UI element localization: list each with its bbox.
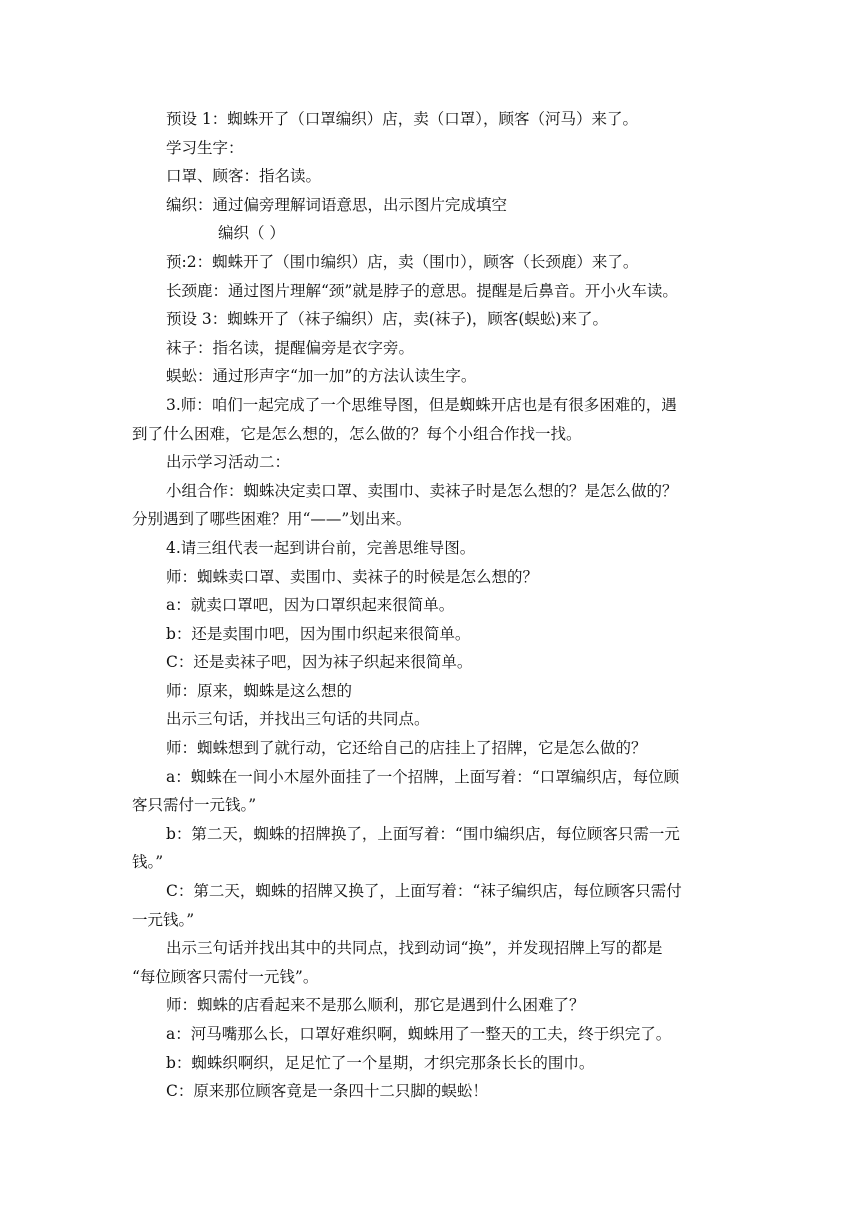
paragraph-line: 3.师：咱们一起完成了一个思维导图，但是蜘蛛开店也是有很多困难的，遇 bbox=[166, 395, 677, 414]
paragraph-line: a：蜘蛛在一间小木屋外面挂了一个招牌，上面写着：“口罩编织店，每位顾 bbox=[166, 767, 680, 786]
paragraph-line: 口罩、顾客：指名读。 bbox=[166, 167, 322, 186]
paragraph-line: 客只需付一元钱。” bbox=[132, 796, 257, 815]
paragraph-line: C：第二天，蜘蛛的招牌又换了，上面写着：“袜子编织店，每位顾客只需付 bbox=[166, 882, 682, 901]
paragraph-line: 4.请三组代表一起到讲台前，完善思维导图。 bbox=[166, 538, 476, 557]
paragraph-line: a：河马嘴那么长，口罩好难织啊，蜘蛛用了一整天的工夫，终于织完了。 bbox=[166, 1025, 672, 1043]
paragraph-line: 编织（ ） bbox=[218, 224, 285, 243]
paragraph-line: 蜈蚣：通过形声字“加一加”的方法认读生字。 bbox=[166, 367, 477, 386]
paragraph-line: 编织：通过偏旁理解词语意思，出示图片完成填空 bbox=[166, 195, 508, 214]
paragraph-line: 出示三句话并找出其中的共同点，找到动词“换”，并发现招牌上写的都是 bbox=[166, 939, 663, 958]
paragraph-line: 师：蜘蛛卖口罩、卖围巾、卖袜子的时候是怎么想的？ bbox=[166, 567, 539, 586]
paragraph-line: a：就卖口罩吧，因为口罩织起来很简单。 bbox=[166, 596, 455, 615]
paragraph-line: 袜子：指名读，提醒偏旁是衣字旁。 bbox=[166, 338, 415, 357]
paragraph-line: 学习生字： bbox=[166, 138, 244, 157]
paragraph-line: 师：原来，蜘蛛是这么想的 bbox=[166, 681, 353, 700]
lesson-plan-text bbox=[132, 105, 736, 1106]
paragraph-line: 师：蜘蛛的店看起来不是那么顺利，那它是遇到什么困难了？ bbox=[166, 996, 585, 1015]
paragraph-line: 预设 3：蜘蛛开了（袜子编织）店，卖(袜子)，顾客(蜈蚣)来了。 bbox=[166, 310, 608, 329]
paragraph-line: 预设 1：蜘蛛开了（口罩编织）店，卖（口罩），顾客（河马）来了。 bbox=[166, 110, 639, 128]
paragraph-line: 分别遇到了哪些困难？用“——”划出来。 bbox=[132, 510, 412, 529]
paragraph-line: 预:2：蜘蛛开了（围巾编织）店，卖（围巾），顾客（长颈鹿）来了。 bbox=[166, 252, 639, 271]
paragraph-line: b：蜘蛛织啊织，足足忙了一个星期，才织完那条长长的围巾。 bbox=[166, 1053, 595, 1072]
paragraph-line: 钱。” bbox=[132, 853, 164, 872]
paragraph-line: 出示三句话，并找出三句话的共同点。 bbox=[166, 710, 430, 729]
paragraph-line: 长颈鹿：通过图片理解“颈”就是脖子的意思。提醒是后鼻音。开小火车读。 bbox=[166, 281, 678, 300]
paragraph-line: 到了什么困难，它是怎么想的，怎么做的？每个小组合作找一找。 bbox=[132, 424, 582, 443]
paragraph-line: C：原来那位顾客竟是一条四十二只脚的蜈蚣！ bbox=[166, 1082, 488, 1101]
paragraph-line: 出示学习活动二： bbox=[166, 453, 291, 472]
paragraph-line: 一元钱。” bbox=[132, 910, 195, 929]
paragraph-line: C：还是卖袜子吧，因为袜子织起来很简单。 bbox=[166, 653, 473, 672]
paragraph-line: b：还是卖围巾吧，因为围巾织起来很简单。 bbox=[166, 624, 471, 643]
paragraph-line: “每位顾客只需付一元钱”。 bbox=[132, 967, 319, 986]
paragraph-line: 师：蜘蛛想到了就行动，它还给自己的店挂上了招牌，它是怎么做的？ bbox=[166, 739, 647, 758]
paragraph-line: b：第二天，蜘蛛的招牌换了，上面写着：“围巾编织店，每位顾客只需一元 bbox=[166, 824, 680, 843]
paragraph-line: 小组合作：蜘蛛决定卖口罩、卖围巾、卖袜子时是怎么想的？是怎么做的？ bbox=[166, 481, 678, 500]
